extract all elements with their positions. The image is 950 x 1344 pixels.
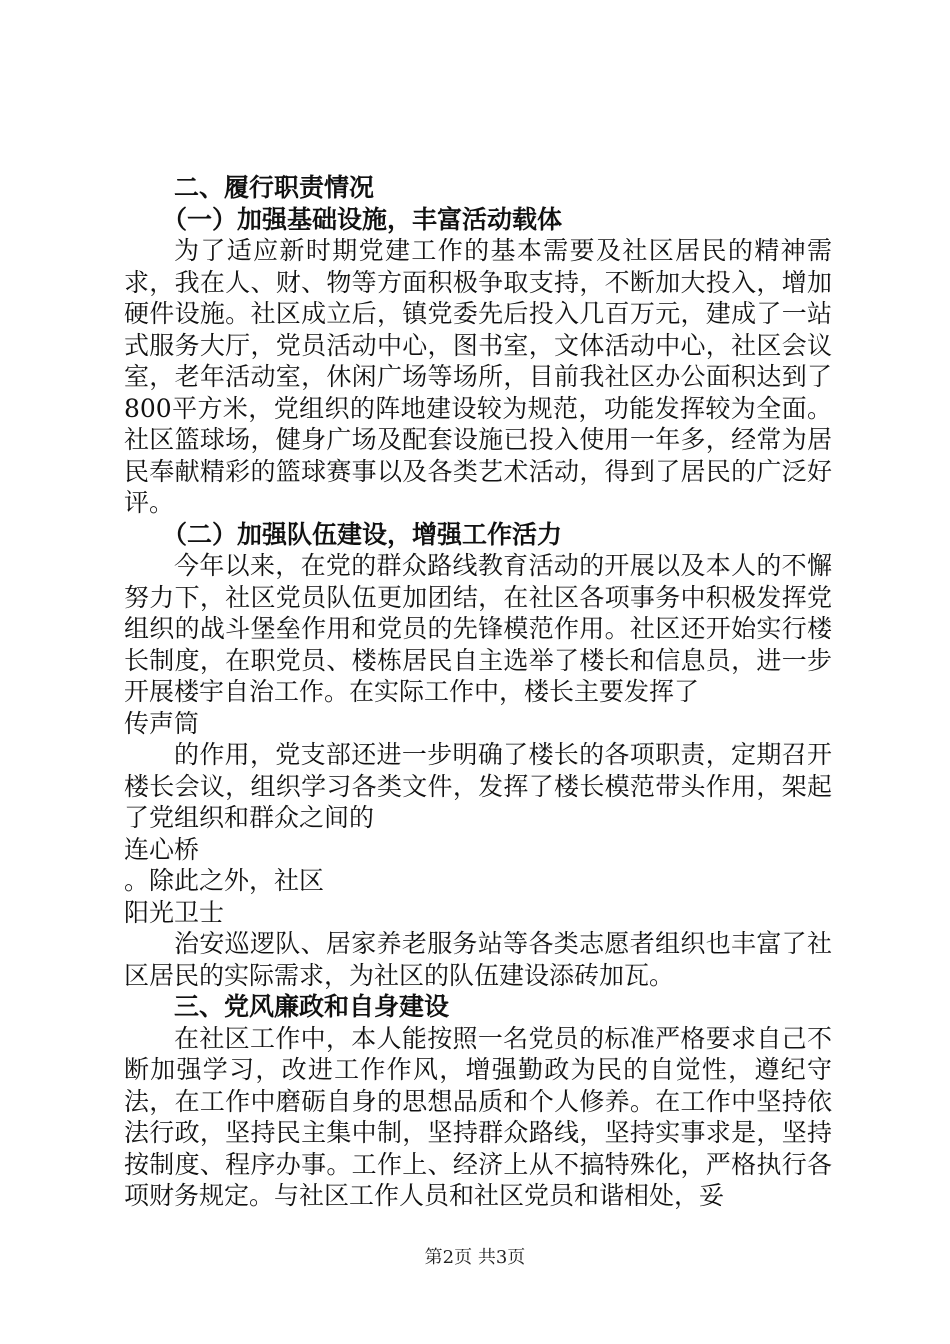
quoted-fragment-sunshine-guard: 阳光卫士 <box>124 897 225 927</box>
quoted-fragment-bridge: 连心桥 <box>124 834 200 864</box>
text-fragment-besides: 。除此之外，社区 <box>124 866 325 895</box>
document-body <box>124 172 832 1212</box>
subsection-heading-infrastructure: （一）加强基础设施，丰富活动载体 <box>162 204 563 234</box>
paragraph-team: 今年以来，在党的群众路线教育活动的开展以及本人的不懈努力下，社区党员队伍更加团结，在社区各项事务中积极发挥党组织的战斗堡垒作用和党员的先锋模范作用。社区还开始实行楼长制度，在职党员、楼栋居民自主选举了楼长和信息员，进一步开展楼宇自治工作。在实际工作中，楼长主要发挥了 <box>124 551 832 706</box>
subsection-heading-team: （二）加强队伍建设，增强工作活力 <box>162 519 563 549</box>
page-number-footer: 第2页 共3页 <box>424 1247 526 1268</box>
paragraph-building-leaders: 的作用，党支部还进一步明确了楼长的各项职责，定期召开楼长会议，组织学习各类文件，发挥了楼长模范带头作用，架起了党组织和群众之间的 <box>124 740 832 832</box>
paragraph-integrity: 在社区工作中，本人能按照一名党员的标准严格要求自己不断加强学习，改进工作作风，增强勤政为民的自觉性，遵纪守法，在工作中磨砺自身的思想品质和个人修养。在工作中坚持依法行政，坚持民主集中制，坚持群众路线，坚持实事求是，坚持按制度、程序办事。工作上、经济上从不搞特殊化，严格执行各项财务规定。与社区工作人员和社区党员和谐相处，妥 <box>124 1023 832 1210</box>
paragraph-infrastructure: 为了适应新时期党建工作的基本需要及社区居民的精神需求，我在人、财、物等方面积极争取支持，不断加大投入，增加硬件设施。社区成立后，镇党委先后投入几百万元，建成了一站式服务大厅，党员活动中心，图书室，文体活动中心，社区会议室，老年活动室，休闲广场等场所，目前我社区办公面积达到了800平方米，党组织的阵地建设较为规范，功能发挥较为全面。社区篮球场，健身广场及配套设施已投入使用一年多，经常为居民奉献精彩的篮球赛事以及各类艺术活动，得到了居民的广泛好评。 <box>124 236 832 517</box>
section-heading-duties: 二、履行职责情况 <box>174 173 375 202</box>
paragraph-volunteers: 治安巡逻队、居家养老服务站等各类志愿者组织也丰富了社区居民的实际需求，为社区的队伍建设添砖加瓦。 <box>124 929 832 990</box>
quoted-fragment-loudspeaker: 传声筒 <box>124 708 200 738</box>
section-heading-integrity: 三、党风廉政和自身建设 <box>174 992 450 1021</box>
